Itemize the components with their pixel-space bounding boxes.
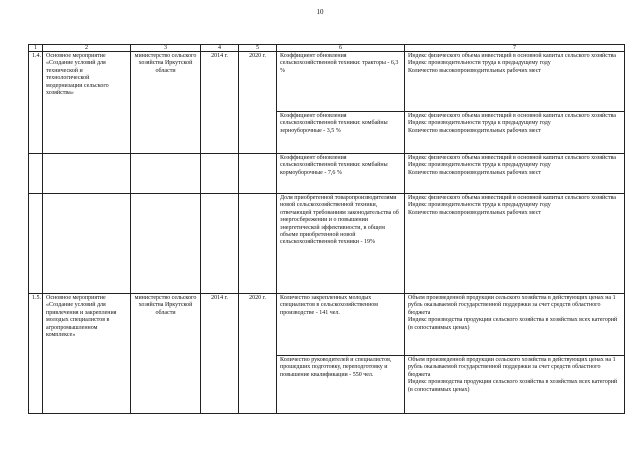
indicator: Индекс производительности труда к предыдущему году (408, 60, 551, 67)
measures-table (28, 44, 625, 414)
indicator: Индекс производительности труда к предыдущему году (408, 120, 551, 127)
result-text: Коэффициент обновления сельскохозяйственной техники: комбайны кормоуборочные - 7,6 % (277, 154, 405, 194)
column-header: 3 (131, 45, 201, 52)
indicator: Индекс физического объема инвестиций в основной капитал сельского хозяйства (408, 113, 616, 119)
indicator-cell (405, 356, 625, 414)
table-row (29, 154, 625, 194)
result-text: Доля приобретенной товаропроизводителями новой сельскохозяйственной техники, отвечающей требованиям законодательства об энергосбережении и о повышении энергетической эффективности, в общем объеме приобретенной новой сельскохозяйственной техники - 19% (277, 194, 405, 294)
result-text: Количество закрепленных молодых специалистов в сельскохозяйственном производстве - 141 чел. (277, 294, 405, 356)
column-header: 7 (405, 45, 625, 52)
indicator: Индекс производства продукции сельского хозяйства в хозяйствах всех категорий (в сопоставимых ценах) (408, 317, 618, 331)
column-header-row (29, 45, 625, 52)
column-header: 4 (201, 45, 239, 52)
indicator: Индекс физического объема инвестиций в основной капитал сельского хозяйства (408, 155, 616, 161)
table-row (29, 294, 625, 356)
indicator: Индекс производства продукции сельского хозяйства в хозяйствах всех категорий (в сопоставимых ценах) (408, 379, 618, 393)
indicator-cell (405, 294, 625, 356)
indicator-cell (405, 194, 625, 294)
row-number: 1.5. (29, 294, 43, 414)
indicator: Количество высокопроизводительных рабочих мест (408, 169, 541, 176)
indicator: Индекс производительности труда к предыдущему году (408, 202, 551, 209)
result-text: Количество руководителей и специалистов, прошедших подготовку, переподготовку и повышение квалификации - 550 чел. (277, 356, 405, 414)
start-year: 2014 г. (201, 52, 239, 154)
end-year: 2020 г. (239, 294, 277, 414)
indicator-cell (405, 154, 625, 194)
event-name: Основное мероприятие «Создание условий для привлечения и закрепления молодых специалистов в агропромышленном комплексе» (43, 294, 131, 414)
indicator: Индекс физического объема инвестиций в основной капитал сельского хозяйства (408, 53, 616, 59)
table-row (29, 52, 625, 112)
indicator: Индекс производительности труда к предыдущему году (408, 162, 551, 169)
indicator: Количество высокопроизводительных рабочих мест (408, 209, 541, 216)
page-number: 10 (316, 8, 324, 16)
start-year: 2014 г. (201, 294, 239, 414)
event-name: Основное мероприятие «Создание условий для технической и технологической модернизации сельского хозяйства» (43, 52, 131, 154)
indicator-cell (405, 112, 625, 154)
executor: министерство сельского хозяйства Иркутской области (131, 52, 201, 154)
row-number: 1.4. (29, 52, 43, 154)
table-row (29, 194, 625, 294)
column-header: 2 (43, 45, 131, 52)
indicator: Объем произведенной продукции сельского хозяйства в действующих ценах на 1 рубль оказываемой государственной поддержки за счет средств областного бюджета (408, 295, 616, 316)
indicator: Объем произведенной продукции сельского хозяйства в действующих ценах на 1 рубль оказываемой государственной поддержки за счет средств областного бюджета (408, 357, 616, 378)
end-year: 2020 г. (239, 52, 277, 154)
indicator: Индекс физического объема инвестиций в основной капитал сельского хозяйства (408, 195, 616, 201)
result-text: Коэффициент обновления сельскохозяйственной техники: тракторы - 6,3 % (277, 52, 405, 112)
indicator: Количество высокопроизводительных рабочих мест (408, 127, 541, 134)
indicator-cell (405, 52, 625, 112)
executor: министерство сельского хозяйства Иркутской области (131, 294, 201, 414)
column-header: 6 (277, 45, 405, 52)
column-header: 1 (29, 45, 43, 52)
indicator: Количество высокопроизводительных рабочих мест (408, 67, 541, 74)
result-text: Коэффициент обновления сельскохозяйственной техники: комбайны зерноуборочные - 3,5 % (277, 112, 405, 154)
column-header: 5 (239, 45, 277, 52)
